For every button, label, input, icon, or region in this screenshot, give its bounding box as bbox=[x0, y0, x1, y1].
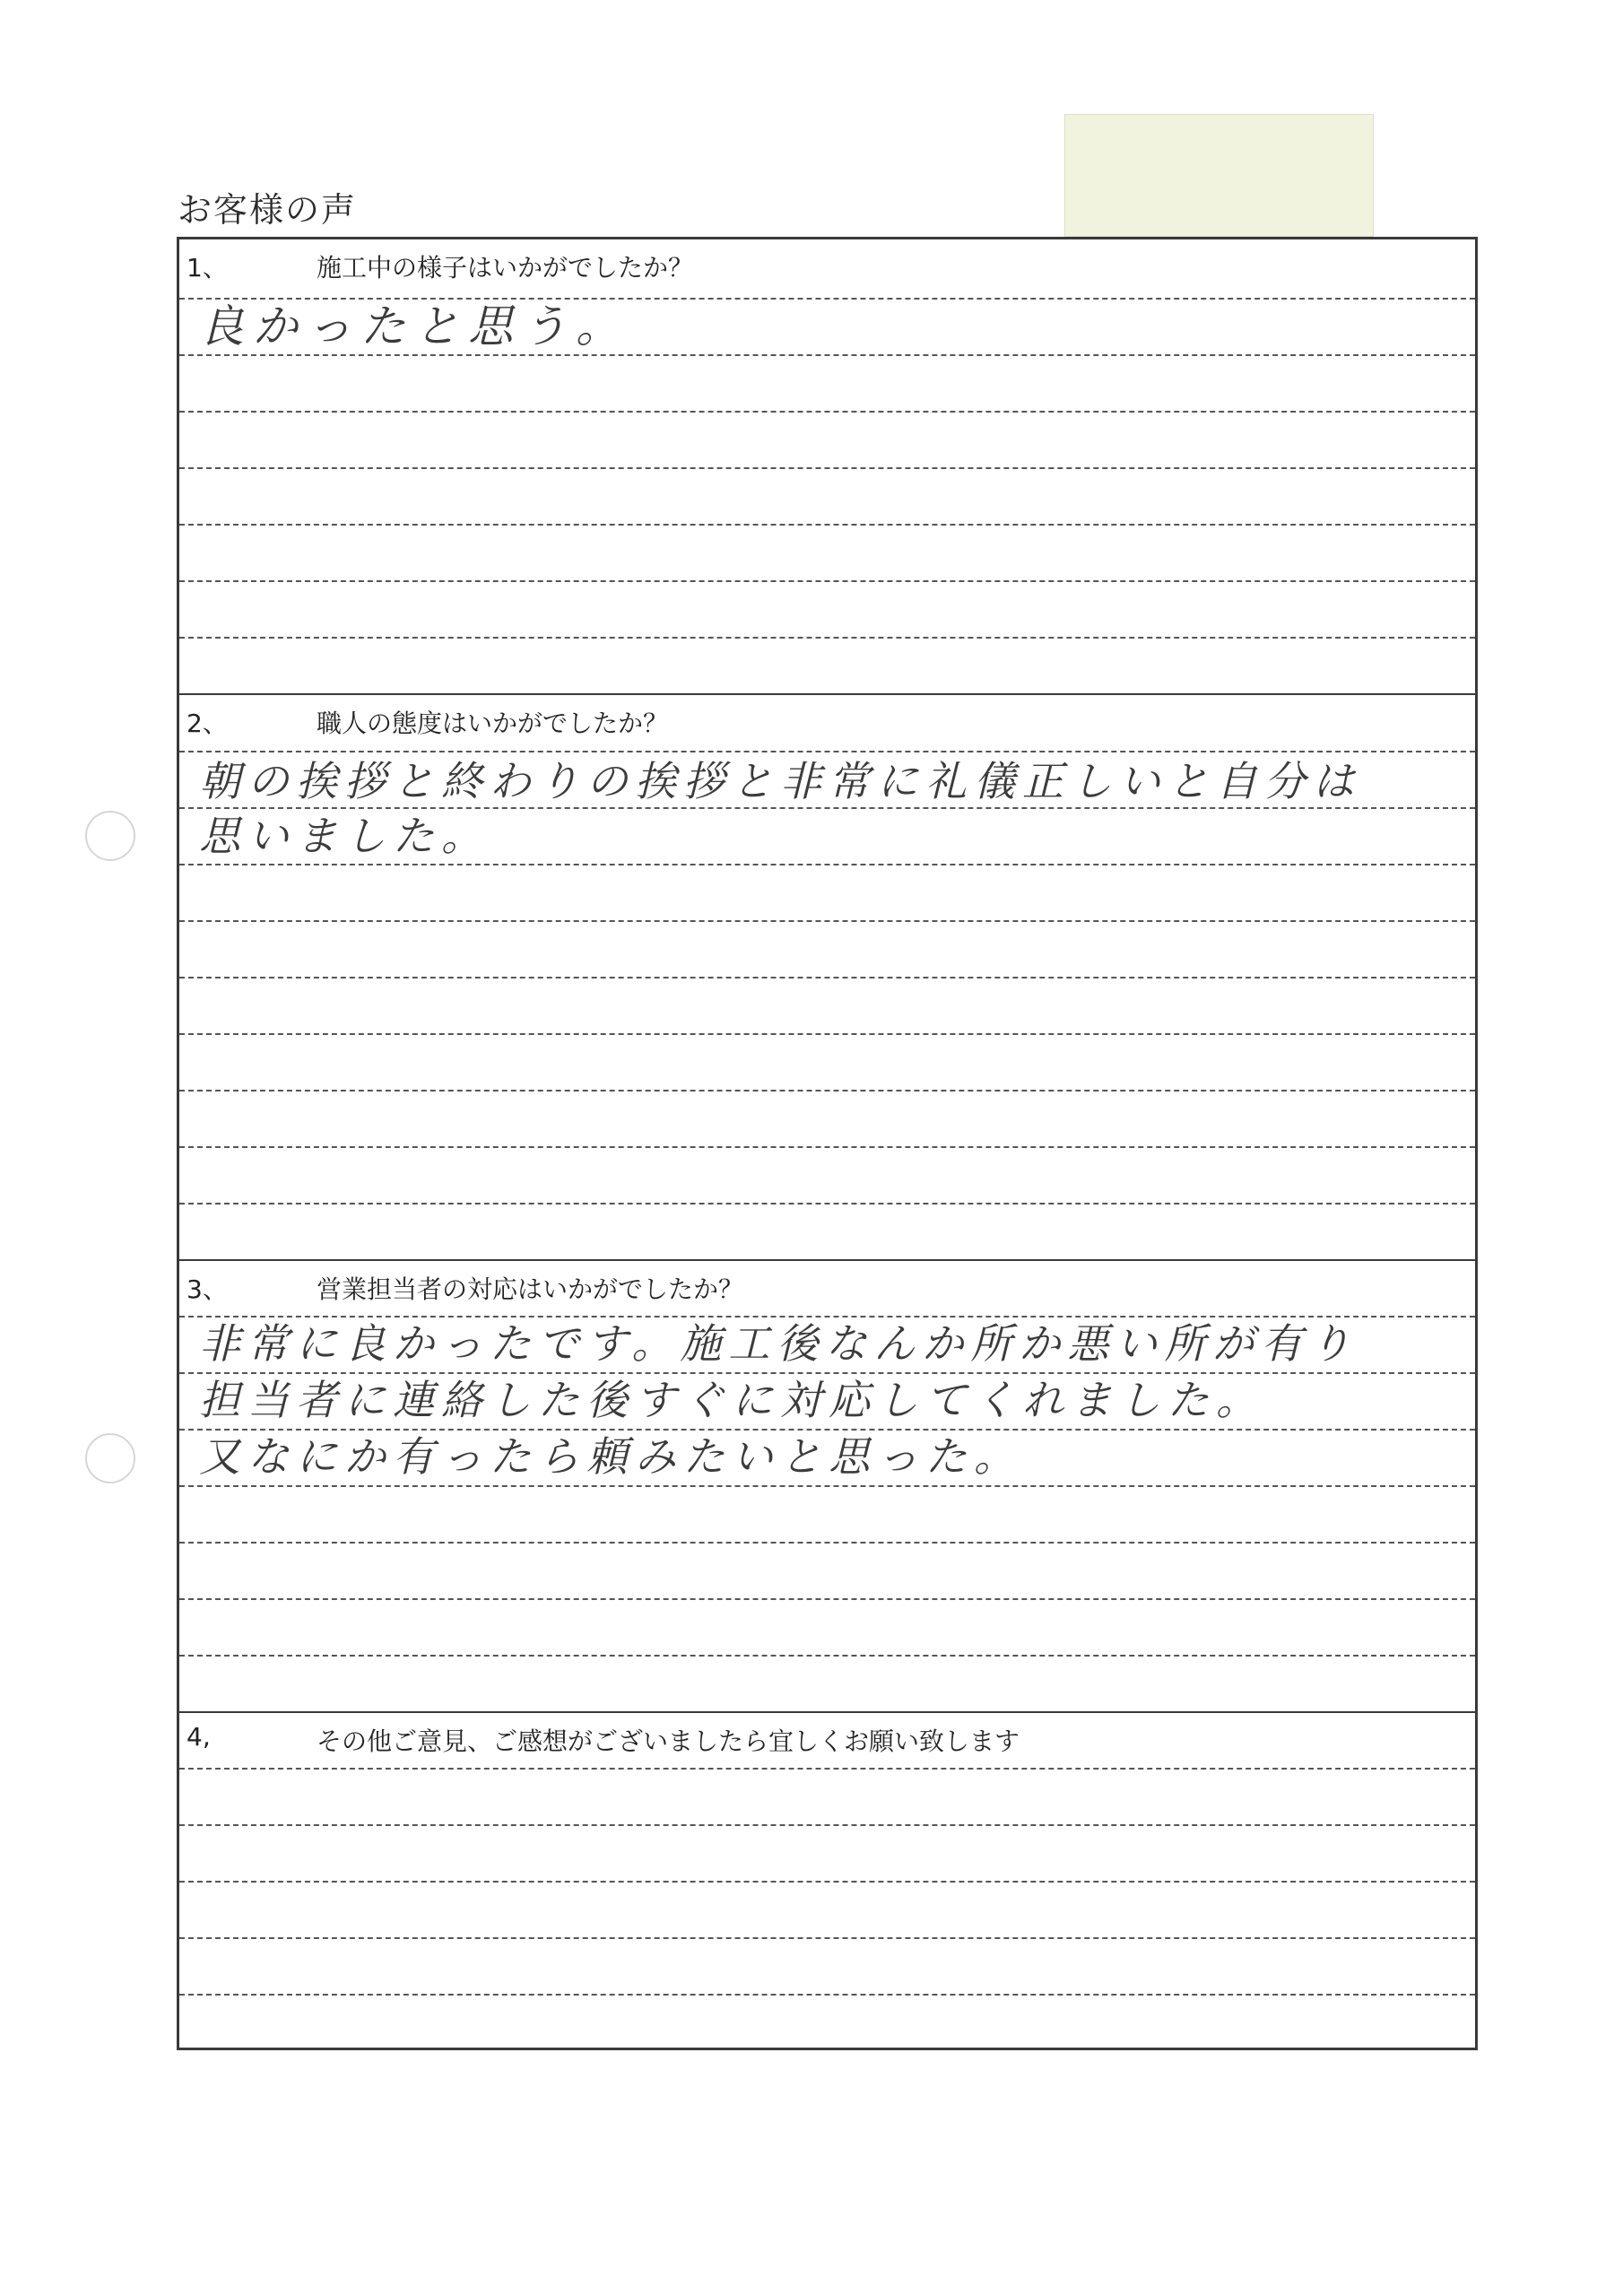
dotted-line bbox=[179, 524, 1475, 526]
page-title: お客様の声 bbox=[178, 190, 358, 230]
dotted-line bbox=[179, 1033, 1475, 1035]
answer-3-line-2: 担当者に連絡した後すぐに対応してくれました。 bbox=[199, 1376, 1264, 1424]
dotted-line bbox=[179, 1598, 1475, 1600]
question-4-header bbox=[179, 1713, 1475, 1754]
dotted-line bbox=[179, 1768, 1475, 1770]
question-4-text: その他ご意見、ご感想がございましたら宜しくお願い致します bbox=[317, 1726, 1020, 1756]
dotted-line bbox=[179, 1655, 1475, 1657]
dotted-line bbox=[179, 1937, 1475, 1939]
survey-form bbox=[177, 237, 1478, 2050]
question-1-header bbox=[179, 239, 1475, 281]
punch-hole-bottom bbox=[85, 1433, 135, 1483]
dotted-line bbox=[179, 1824, 1475, 1826]
dotted-line bbox=[179, 751, 1475, 752]
dotted-line bbox=[179, 977, 1475, 978]
question-3-header bbox=[179, 1261, 1475, 1302]
dotted-line bbox=[179, 864, 1475, 865]
question-2-number: 2、 bbox=[187, 709, 228, 738]
dotted-line bbox=[179, 1146, 1475, 1148]
dotted-line bbox=[179, 1994, 1475, 1996]
question-2-header bbox=[179, 695, 1475, 736]
dotted-line bbox=[179, 1881, 1475, 1883]
answer-2-line-2: 思いました。 bbox=[199, 812, 490, 860]
dotted-line bbox=[179, 1542, 1475, 1544]
dotted-line bbox=[179, 467, 1475, 469]
dotted-line bbox=[179, 411, 1475, 413]
question-1-text: 施工中の様子はいかがでしたか？ bbox=[317, 253, 694, 283]
answer-1-line-1: 良かったと思う。 bbox=[199, 300, 629, 352]
question-1-number: 1、 bbox=[187, 253, 228, 283]
dotted-line bbox=[179, 637, 1475, 639]
answer-3-line-3: 又なにか有ったら頼みたいと思った。 bbox=[199, 1432, 1022, 1481]
sticky-note bbox=[1064, 114, 1374, 237]
dotted-line bbox=[179, 920, 1475, 922]
question-4-number: 4, bbox=[187, 1722, 211, 1752]
dotted-line bbox=[179, 1203, 1475, 1205]
question-3-number: 3、 bbox=[187, 1274, 228, 1304]
answer-3-line-1: 非常に良かったです。施工後なんか所か悪い所が有り bbox=[199, 1319, 1358, 1368]
question-3-text: 営業担当者の対応はいかがでしたか？ bbox=[317, 1274, 744, 1304]
dotted-line bbox=[179, 1485, 1475, 1487]
dotted-line bbox=[179, 354, 1475, 356]
question-2-text: 職人の態度はいかがでしたか？ bbox=[317, 709, 669, 738]
punch-hole-top bbox=[85, 811, 135, 861]
dotted-line bbox=[179, 580, 1475, 582]
answer-2-line-1: 朝の挨拶と終わりの挨拶と非常に礼儀正しいと自分は bbox=[199, 757, 1361, 805]
dotted-line bbox=[179, 1090, 1475, 1091]
